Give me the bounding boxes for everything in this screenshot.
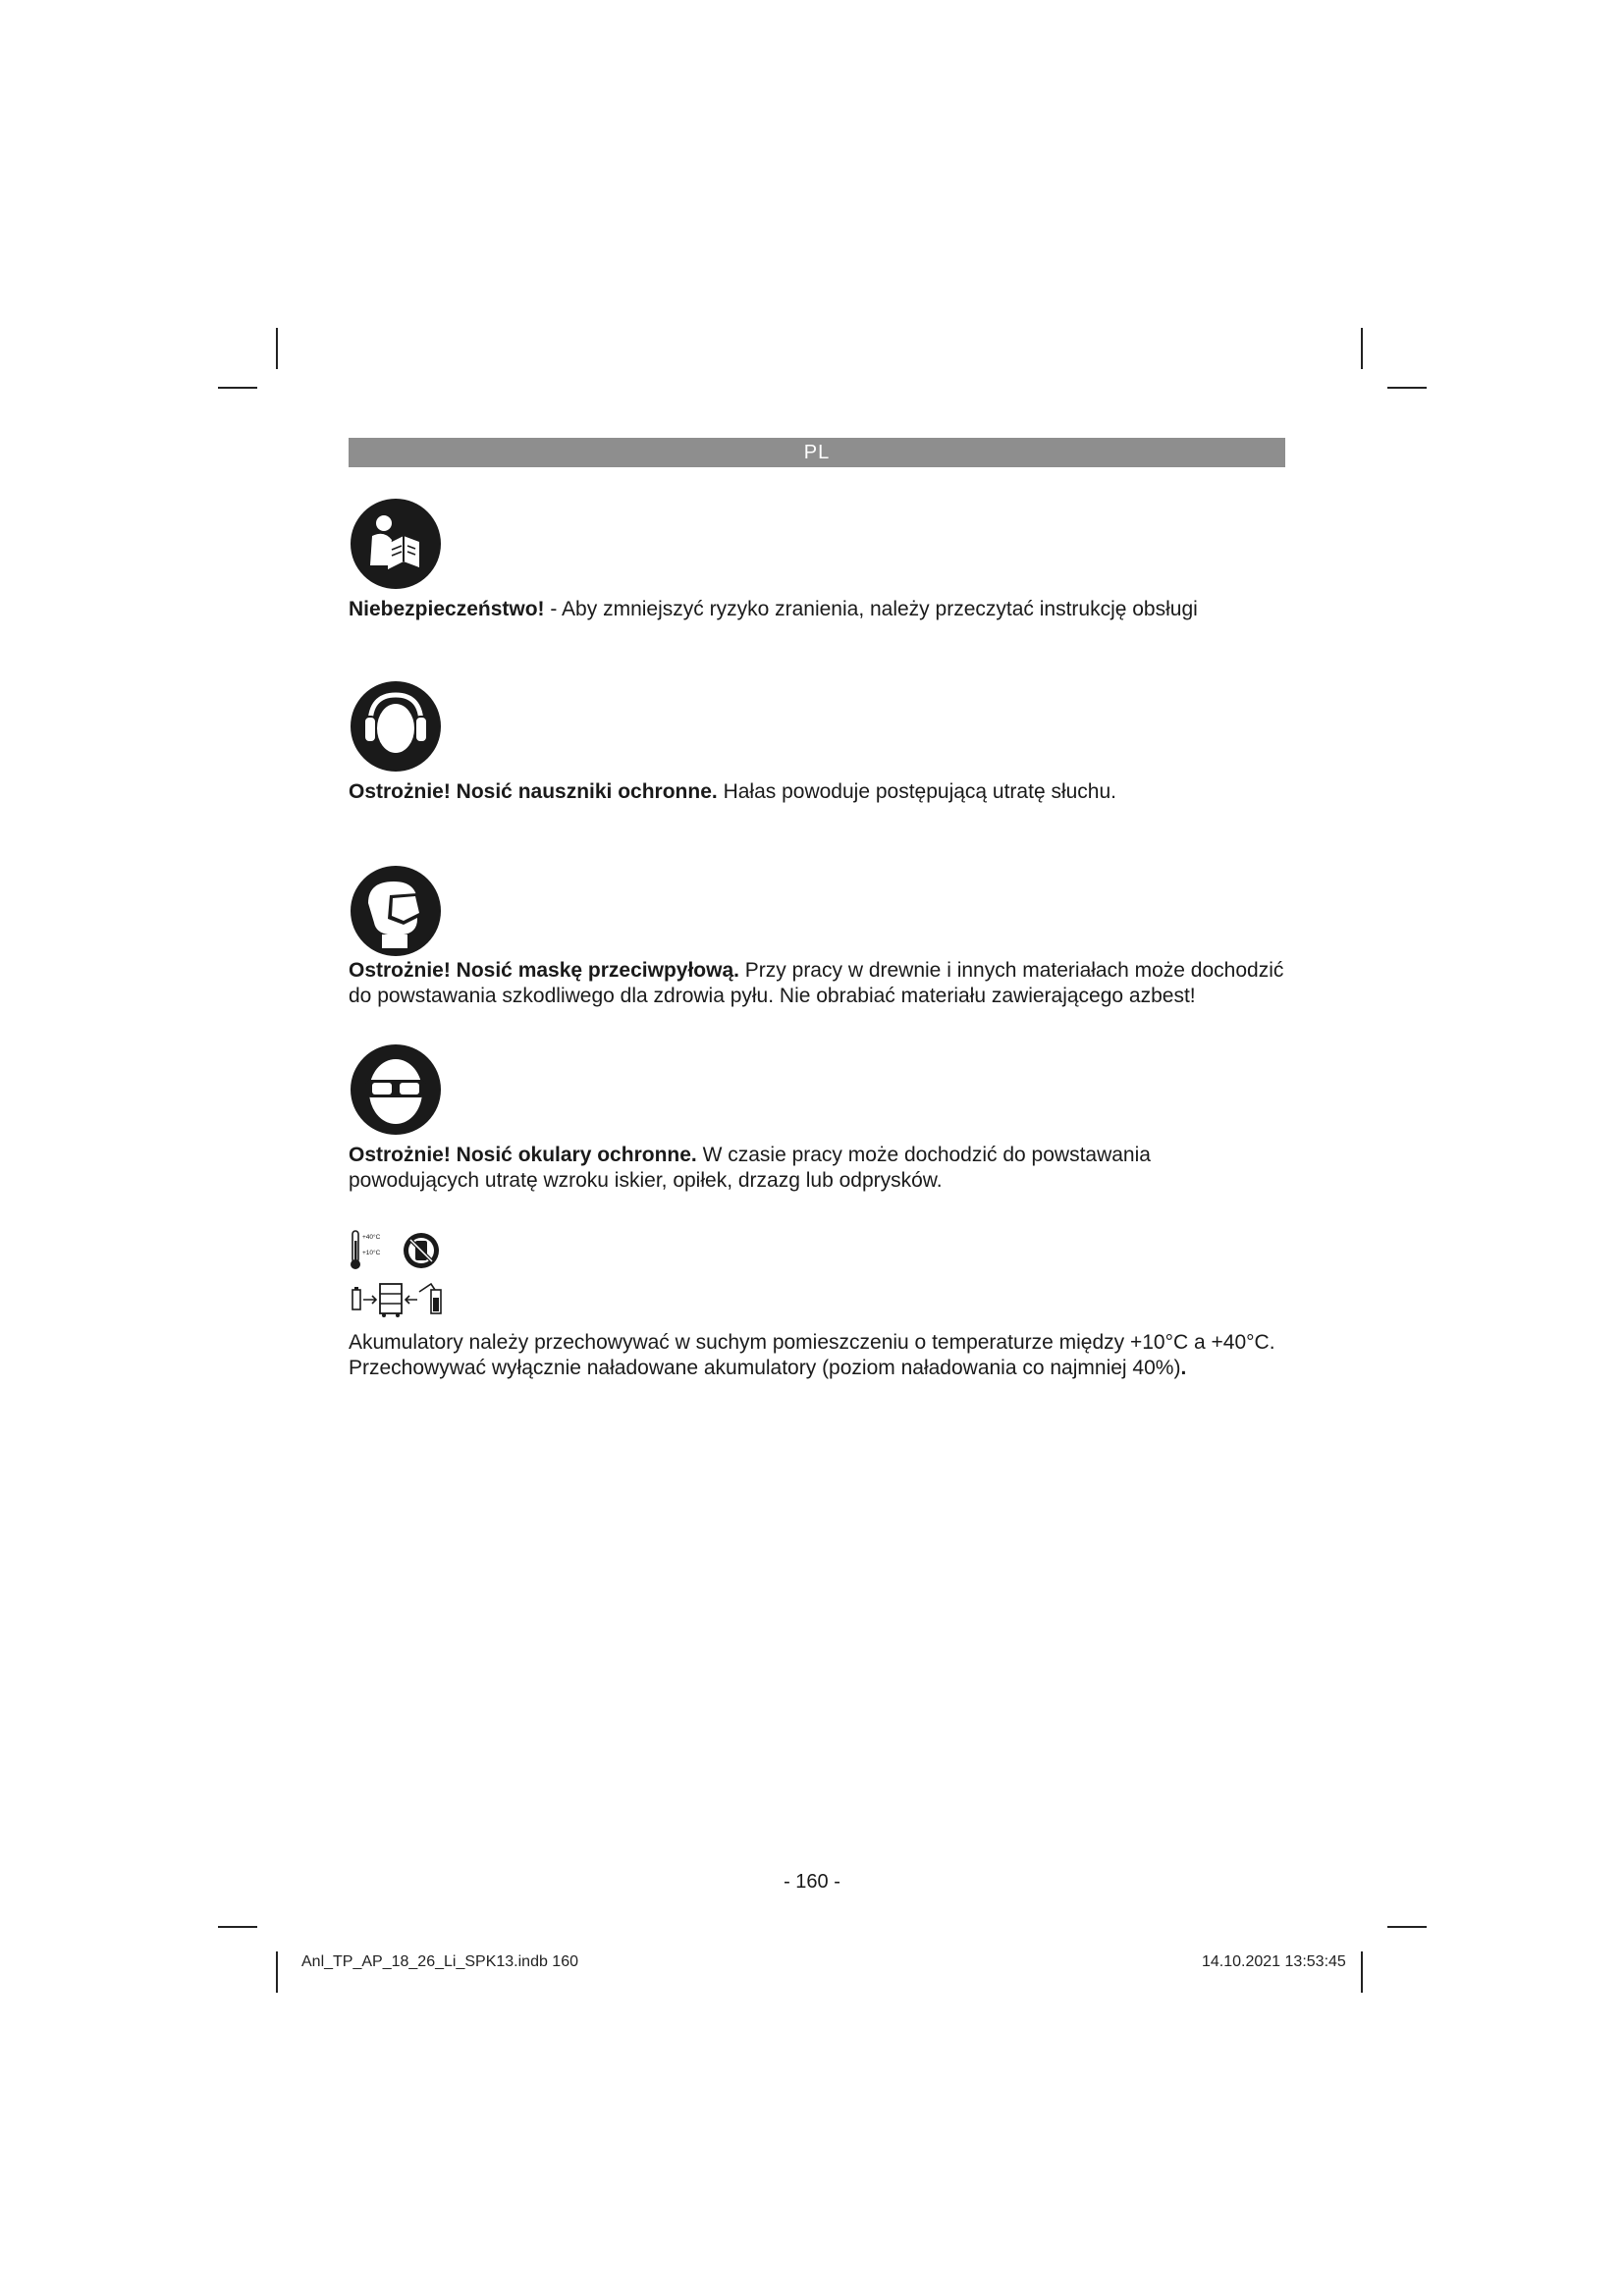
temp-high-label: +40°C	[362, 1234, 381, 1241]
page-number: - 160 -	[784, 1871, 840, 1893]
warning-eye-protection	[349, 1143, 1286, 1194]
warning-ear-protection	[349, 779, 1286, 805]
warning-text: W czasie pracy może dochodzić do powstawania powodujących utratę wzroku iskier, opiłek, drzazg lub odprysków.	[349, 1144, 1151, 1192]
storage-line-2-text: Przechowywać wyłącznie naładowane akumulatory (poziom naładowania co najmniej 40%)	[349, 1357, 1181, 1379]
crop-mark	[1387, 1926, 1427, 1928]
ear-protection-icon	[349, 679, 443, 774]
eye-protection-icon	[349, 1042, 443, 1137]
warning-heading: Ostrożnie! Nosić nauszniki ochronne.	[349, 780, 718, 803]
language-header: PL	[349, 438, 1285, 467]
warning-heading: Niebezpieczeństwo!	[349, 598, 545, 620]
storage-line-1: Akumulatory należy przechowywać w suchym pomieszczeniu o temperaturze między +10°C a +40°C.	[349, 1331, 1275, 1354]
storage-instructions	[349, 1330, 1286, 1381]
read-manual-icon	[349, 497, 443, 591]
crop-mark	[218, 1926, 257, 1928]
warning-heading: Ostrożnie! Nosić okulary ochronne.	[349, 1144, 697, 1166]
warning-dust-mask	[349, 958, 1286, 1009]
crop-mark	[1387, 387, 1427, 389]
warning-text: - Aby zmniejszyć ryzyko zranienia, należy przeczytać instrukcję obsługi	[544, 598, 1198, 620]
storage-line-2	[349, 1356, 1286, 1381]
dust-mask-icon	[349, 864, 443, 958]
crop-mark	[276, 1951, 278, 1993]
battery-storage-icon	[349, 1229, 447, 1317]
print-timestamp: 14.10.2021 13:53:45	[1202, 1953, 1346, 1970]
warning-heading: Ostrożnie! Nosić maskę przeciwpyłową.	[349, 959, 739, 982]
warning-text: Hałas powoduje postępującą utratę słuchu.	[717, 780, 1116, 803]
warning-read-manual	[349, 597, 1286, 622]
crop-mark	[1361, 1951, 1363, 1993]
warning-text: Przy pracy w drewnie i innych materiałach może dochodzić do powstawania szkodliwego dla zdrowia pyłu. Nie obrabiać materiału zawierającego azbest!	[349, 959, 1284, 1007]
file-slug: Anl_TP_AP_18_26_Li_SPK13.indb 160	[301, 1953, 578, 1970]
crop-mark	[218, 387, 257, 389]
crop-mark	[1361, 328, 1363, 369]
crop-mark	[276, 328, 278, 369]
storage-line-2-end: .	[1180, 1357, 1187, 1379]
temp-low-label: +10°C	[362, 1250, 381, 1256]
